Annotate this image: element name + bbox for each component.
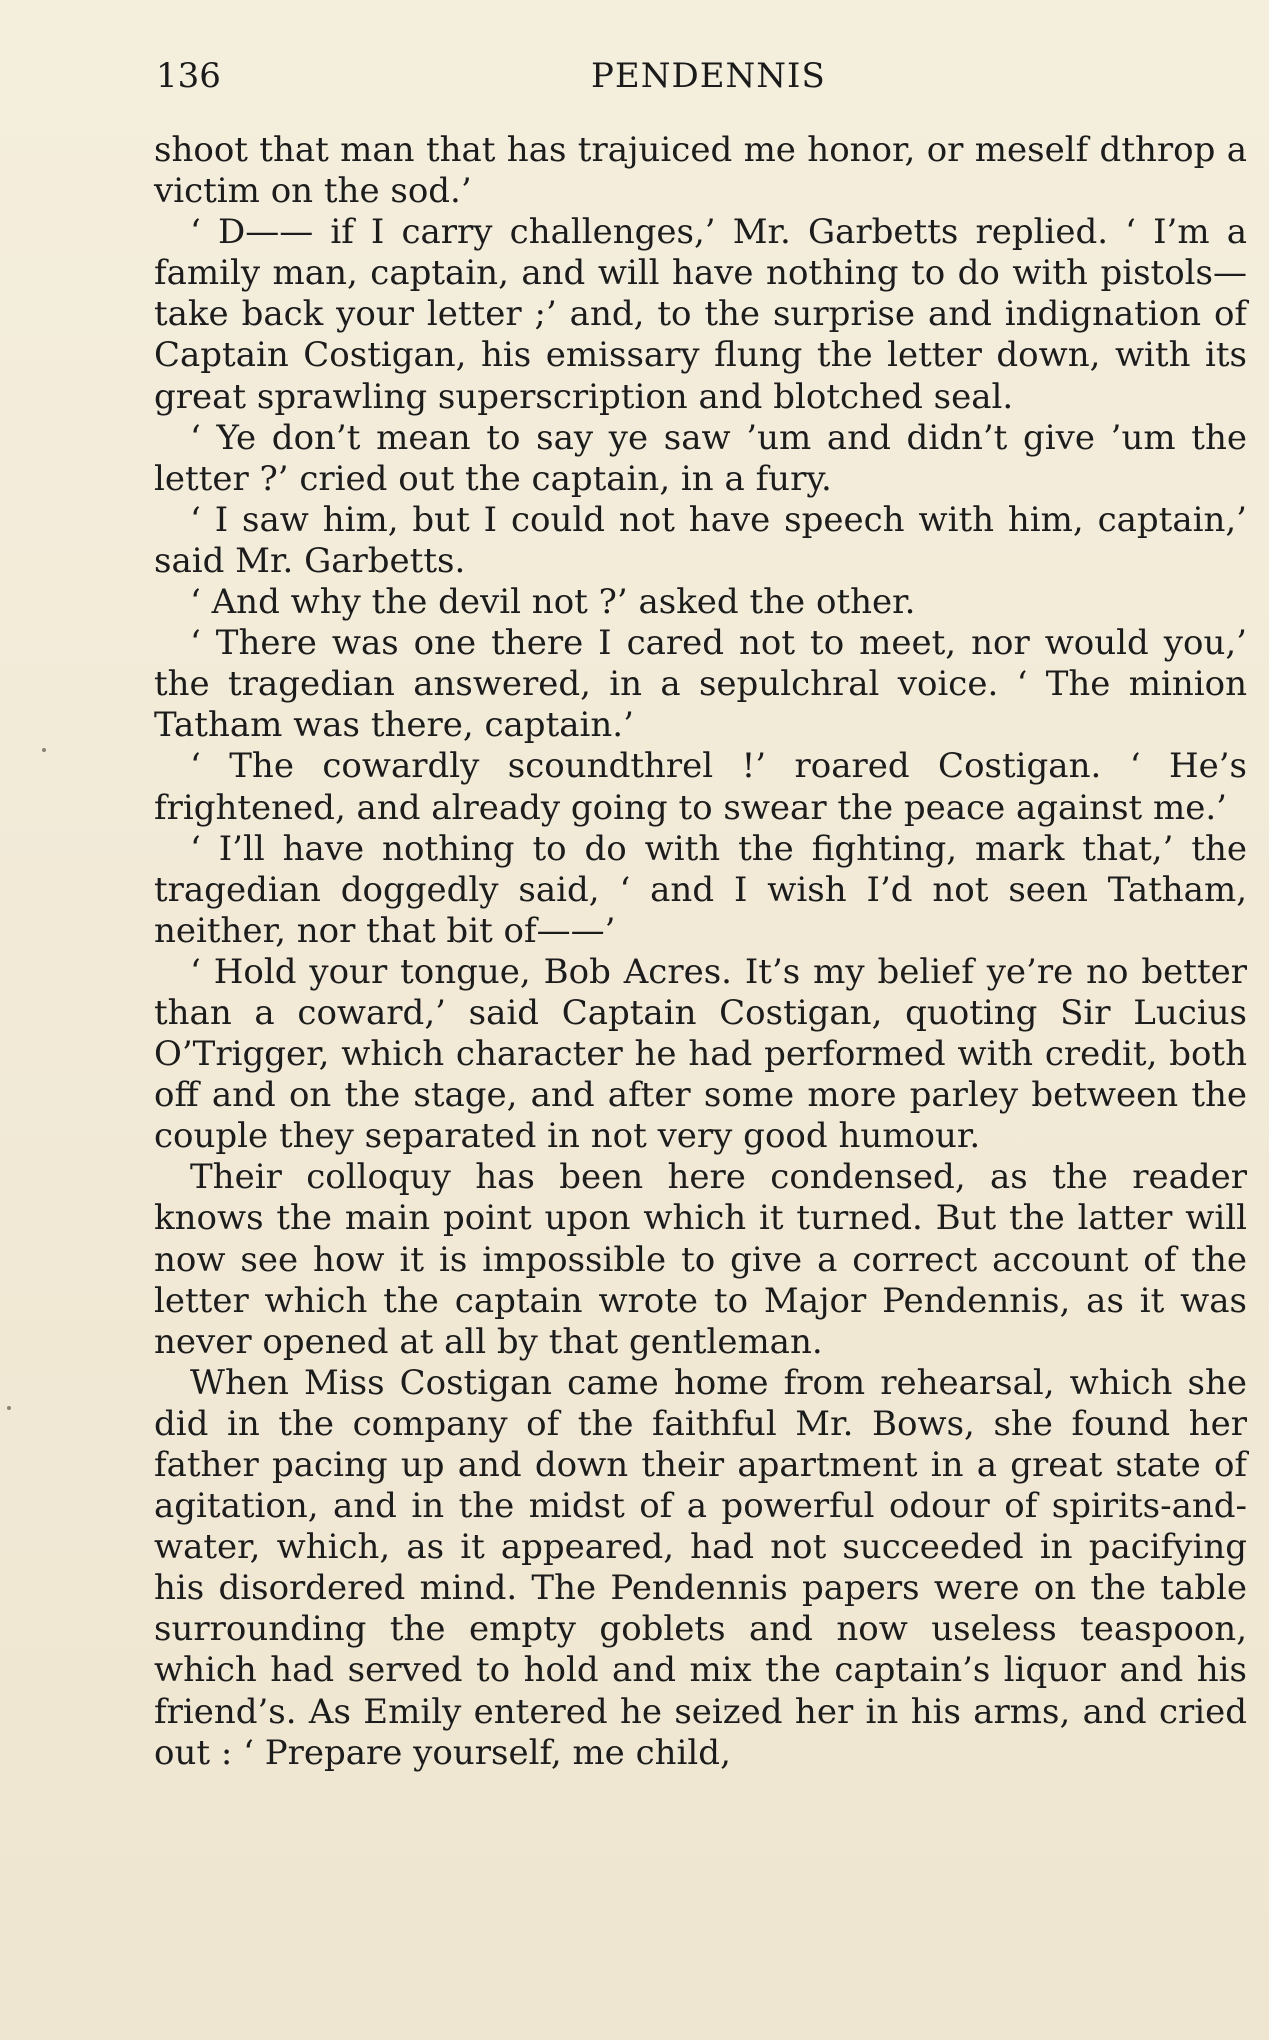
paragraph: ‘ Ye don’t mean to say ye saw ’um and didn’t give ’um the letter ?’ cried out the captain, in a fury. xyxy=(154,417,1247,499)
page-header xyxy=(156,48,1247,98)
body-text xyxy=(154,130,1247,1774)
paragraph: Their colloquy has been here condensed, as the reader knows the main point upon which it turned. But the latter will now see how it is impossible to give a correct account of the letter which the captain wrote to Major Pendennis, as it was never opened at all by that gentleman. xyxy=(154,1157,1247,1362)
paragraph: ‘ I’ll have nothing to do with the fighting, mark that,’ the tragedian doggedly said, ‘ and I wish I’d not seen Tatham, neither, nor that bit of——’ xyxy=(154,828,1247,951)
paragraph: ‘ D—— if I carry challenges,’ Mr. Garbetts replied. ‘ I’m a family man, captain, and will have nothing to do with pistols—take back your letter ;’ and, to the surprise and indignation of Captain Costigan, his emissary flung the letter down, with its great sprawling superscription and blotched seal. xyxy=(154,212,1247,417)
paragraph: ‘ Hold your tongue, Bob Acres. It’s my belief ye’re no better than a coward,’ said Captain Costigan, quoting Sir Lucius O’Trigger, which character he had performed with credit, both off and on the stage, and after some more parley between the couple they separated in not very good humour. xyxy=(154,951,1247,1157)
paragraph: ‘ I saw him, but I could not have speech with him, captain,’ said Mr. Garbetts. xyxy=(154,499,1247,581)
paper-speck xyxy=(42,748,46,752)
paragraph: shoot that man that has trajuiced me honor, or meself dthrop a victim on the sod.’ xyxy=(154,130,1247,212)
running-title: PENDENNIS xyxy=(591,56,826,96)
paragraph: ‘ And why the devil not ?’ asked the other. xyxy=(190,582,916,623)
page-number: 136 xyxy=(156,56,221,96)
paragraph: When Miss Costigan came home from rehearsal, which she did in the company of the faithful Mr. Bows, she found her father pacing up and down their apartment in a great state of agitation, and in the midst of a powerful odour of spirits-and-water, which, as it appeared, had not succeeded in pacifying his disordered mind. The Pendennis papers were on the table surrounding the empty goblets and now useless teaspoon, which had served to hold and mix the captain’s liquor and his friend’s. As Emily entered he seized her in his arms, and cried out : ‘ Prepare yourself, me child, xyxy=(154,1362,1247,1773)
paper-speck xyxy=(7,1406,11,1410)
paragraph: ‘ There was one there I cared not to meet, nor would you,’ the tragedian answered, in a sepulchral voice. ‘ The minion Tatham was there, captain.’ xyxy=(154,623,1247,746)
paragraph: ‘ The cowardly scoundthrel !’ roared Costigan. ‘ He’s frightened, and already going to swear the peace against me.’ xyxy=(154,746,1247,828)
